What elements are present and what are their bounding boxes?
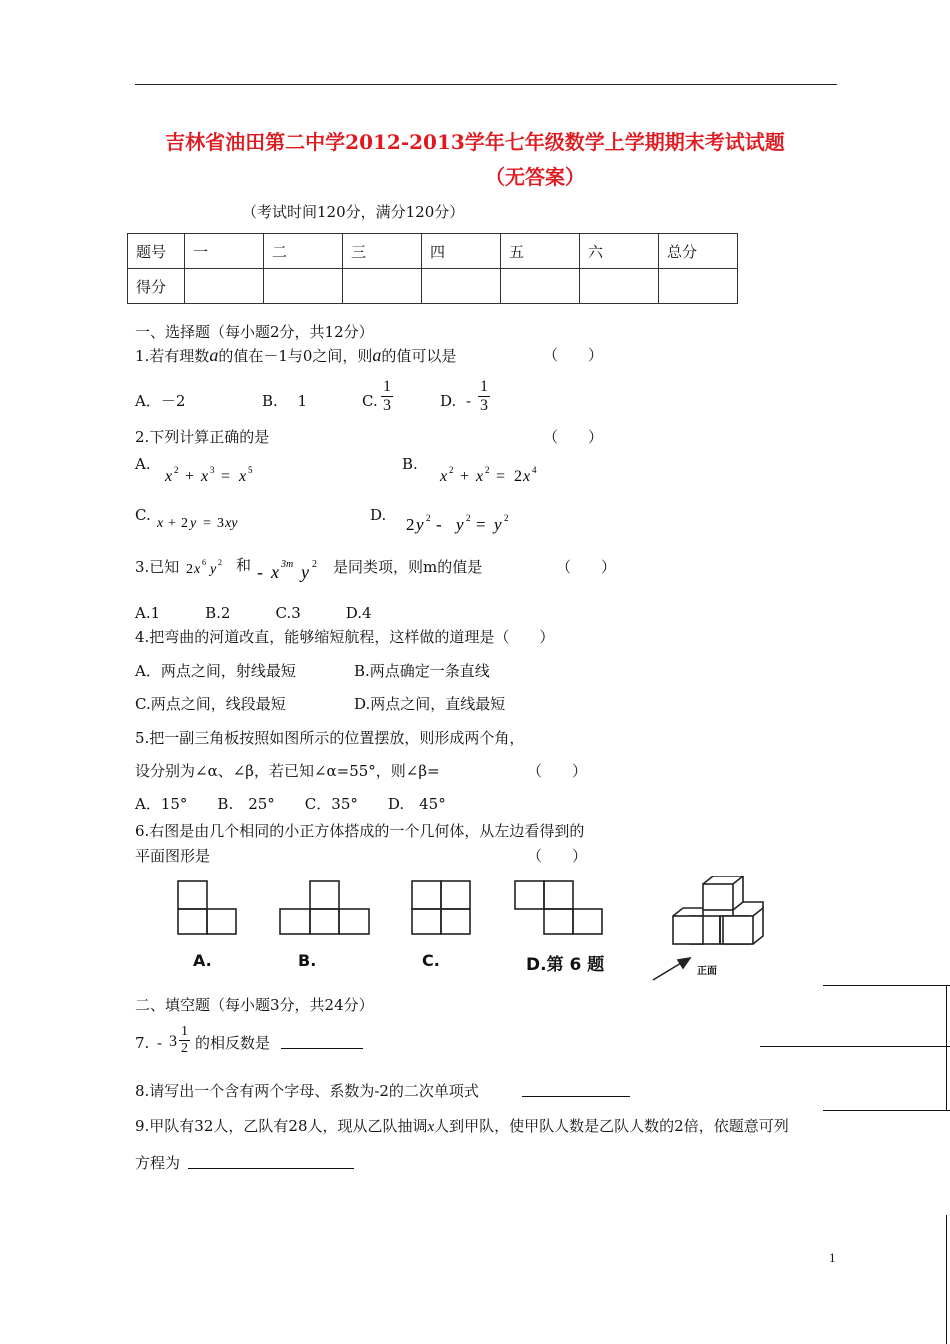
svg-text:x: x — [157, 516, 164, 531]
section1-heading: 一、选择题（每小题2分，共12分） — [135, 323, 374, 341]
q6-stem-line2: 平面图形是 — [135, 847, 211, 865]
formula-image — [255, 556, 327, 586]
q7-fraction — [179, 1024, 190, 1057]
svg-text:3: 3 — [210, 465, 215, 475]
svg-text:-: - — [436, 515, 442, 534]
q5-paren: （ ） — [527, 762, 588, 780]
svg-text:3m: 3m — [281, 559, 294, 570]
q1-text-pre: 1.若有理数 — [135, 347, 210, 365]
q2-option-a-label: A. — [135, 455, 151, 473]
q2-option-b-label: B. — [402, 455, 418, 473]
svg-text:-: - — [257, 562, 263, 582]
svg-text:=: = — [221, 468, 231, 485]
svg-text:2: 2 — [312, 559, 317, 570]
q6-label-c: C. — [422, 951, 440, 970]
figure-c-square — [412, 909, 441, 934]
score-header-cell: 一 — [185, 234, 264, 269]
q6-label-b: B. — [298, 951, 317, 970]
q6-label-d: D.第 6 题 — [526, 955, 605, 975]
score-row-label: 得分 — [128, 269, 185, 304]
q4-option-d: D.两点之间，直线最短 — [354, 695, 506, 713]
score-cell[interactable] — [264, 269, 343, 304]
q4-stem: 4.把弯曲的河道改直，能够缩短航程，这样做的道理是（ ） — [135, 628, 555, 646]
q6-stem-line1: 6.右图是由几个相同的小正方体搭成的一个几何体，从左边看得到的 — [135, 822, 585, 840]
fraction-numerator: 1 — [480, 378, 488, 395]
score-header-cell: 三 — [343, 234, 422, 269]
score-table-score-row — [128, 269, 738, 304]
q7-text: 的相反数是 — [195, 1034, 271, 1052]
q1-option-d-sign: - — [466, 392, 472, 410]
q7-number: 7. — [135, 1034, 150, 1052]
q6-label-a: A. — [193, 951, 212, 970]
margin-vertical-rule — [946, 1215, 947, 1344]
score-header-cell: 五 — [501, 234, 580, 269]
q9-text-pre: 9.甲队有32人，乙队有28人，现从乙队抽调 — [135, 1117, 428, 1135]
page-title: 吉林省油田第二中学2012-2013学年七年级数学上学期期末考试试题 — [165, 130, 785, 154]
figure-d-square — [573, 909, 602, 934]
q9-text-post: 人到甲队，使甲队人数是乙队人数的2倍，依题意可列 — [434, 1117, 789, 1135]
q3-term-1 — [184, 556, 242, 584]
score-header-cell: 四 — [422, 234, 501, 269]
q3-paren: （ ） — [556, 558, 617, 576]
q6-paren: （ ） — [527, 847, 588, 865]
svg-text:x: x — [271, 562, 279, 582]
svg-text:+: + — [168, 516, 176, 531]
q6-front-label: 正面 — [697, 966, 717, 977]
svg-text:x: x — [165, 468, 173, 485]
svg-text:=: = — [203, 516, 211, 531]
formula-image — [404, 509, 524, 537]
svg-text:y: y — [494, 515, 502, 534]
svg-text:x: x — [239, 468, 247, 485]
figure-b-square — [310, 881, 339, 909]
q1-option-c-label: C. — [362, 392, 378, 410]
svg-text:2: 2 — [449, 465, 454, 475]
q3-text-and: 和 — [236, 556, 252, 574]
svg-text:xy: xy — [225, 516, 238, 531]
figure-a-square — [178, 909, 207, 934]
q8-text: 8.请写出一个含有两个字母、系数为-2的二次单项式 — [135, 1082, 479, 1100]
svg-text:x: x — [440, 468, 448, 485]
svg-text:2: 2 — [514, 468, 522, 485]
q1-option-c-fraction — [381, 378, 393, 415]
q8-answer-blank[interactable] — [522, 1082, 630, 1097]
score-header-cell: 题号 — [128, 234, 185, 269]
svg-text:x: x — [194, 562, 201, 577]
margin-rule — [760, 1046, 950, 1047]
svg-text:2: 2 — [218, 558, 222, 567]
q3-text-pre: 3.已知 — [135, 558, 180, 576]
score-cell[interactable] — [185, 269, 264, 304]
score-cell[interactable] — [343, 269, 422, 304]
q1-paren: （ ） — [543, 346, 604, 364]
figure-c-square — [441, 881, 470, 909]
figure-b-square — [339, 909, 369, 934]
score-table — [127, 233, 738, 304]
q1-var-a2: a — [372, 345, 382, 365]
svg-text:x: x — [476, 468, 484, 485]
svg-text:2: 2 — [485, 465, 490, 475]
q5-stem-line1: 5.把一副三角板按照如图所示的位置摆放，则形成两个角， — [135, 729, 525, 747]
q2-option-d-formula — [404, 509, 524, 541]
svg-text:y: y — [301, 562, 309, 582]
front-arrow-head — [678, 958, 690, 968]
svg-text:y: y — [190, 516, 197, 531]
q7-sign: - — [157, 1034, 163, 1052]
q9-answer-blank[interactable] — [188, 1154, 354, 1169]
figure-a-square — [207, 909, 236, 934]
q9-stem-line1 — [135, 1117, 789, 1136]
svg-text:2: 2 — [186, 562, 193, 577]
q4-option-b: B.两点确定一条直线 — [354, 662, 490, 680]
svg-text:2: 2 — [504, 513, 509, 523]
q2-paren: （ ） — [543, 428, 604, 446]
score-cell[interactable] — [501, 269, 580, 304]
exam-info: （考试时间120分，满分120分） — [242, 203, 465, 221]
q7-whole: 3 — [169, 1033, 177, 1050]
q2-option-c-label: C. — [135, 506, 151, 524]
q1-option-d-fraction — [478, 378, 490, 415]
formula-image — [184, 556, 242, 580]
q3-term-2 — [255, 556, 327, 590]
svg-text:y: y — [210, 562, 217, 577]
svg-text:6: 6 — [202, 558, 206, 567]
figure-b-square — [310, 909, 339, 934]
svg-text:2: 2 — [466, 513, 471, 523]
q9-var-x: x — [427, 1119, 435, 1135]
svg-text:3: 3 — [217, 516, 224, 531]
q2-stem: 2.下列计算正确的是 — [135, 428, 270, 446]
score-header-cell: 总分 — [659, 234, 738, 269]
section2-heading: 二、填空题（每小题3分，共24分） — [135, 996, 374, 1014]
formula-image — [155, 510, 265, 534]
figure-d-square — [515, 881, 544, 909]
q1-option-a: A．－2 — [135, 392, 186, 410]
q2-option-a-formula — [163, 462, 273, 492]
fraction-numerator: 1 — [181, 1024, 188, 1039]
svg-text:2: 2 — [406, 515, 415, 534]
svg-text:y: y — [456, 515, 464, 534]
q1-text-post: 的值可以是 — [381, 347, 457, 365]
fraction-numerator: 1 — [383, 378, 391, 395]
figure-c-square — [412, 881, 441, 909]
margin-rule — [823, 985, 950, 986]
top-rule — [135, 84, 837, 85]
score-cell[interactable] — [580, 269, 659, 304]
q3-options: A.1 B.2 C.3 D.4 — [135, 604, 372, 622]
svg-text:=: = — [496, 468, 506, 485]
figure-b-square — [280, 909, 310, 934]
q1-text-mid: 的值在－1与0之间，则 — [218, 347, 373, 365]
q4-option-a: A．两点之间，射线最短 — [135, 662, 296, 680]
q5-options: A．15° B. 25° C．35° D. 45° — [135, 795, 446, 813]
q2-option-d-label: D. — [370, 506, 387, 524]
score-cell[interactable] — [422, 269, 501, 304]
figure-d-square — [544, 909, 573, 934]
svg-text:2: 2 — [426, 513, 431, 523]
fraction-denominator: 2 — [181, 1041, 188, 1056]
score-table-header-row — [128, 234, 738, 269]
page-number: 1 — [829, 1250, 836, 1265]
svg-text:4: 4 — [532, 465, 537, 475]
figure-d-square — [544, 881, 573, 909]
q1-option-d-label: D. — [440, 392, 457, 410]
svg-text:x: x — [201, 468, 209, 485]
q1-option-b: B. 1 — [262, 392, 308, 410]
score-header-cell: 二 — [264, 234, 343, 269]
q4-option-c: C.两点之间，线段最短 — [135, 695, 286, 713]
fraction-denominator: 3 — [480, 397, 488, 414]
fraction-denominator: 3 — [383, 397, 391, 414]
q2-option-b-formula — [438, 462, 558, 492]
q1-var-a: a — [209, 345, 219, 365]
q9-stem-line2: 方程为 — [135, 1154, 181, 1172]
formula-image — [163, 462, 273, 488]
svg-text:+: + — [460, 468, 470, 485]
page-subtitle: （无答案） — [485, 165, 585, 189]
svg-text:2: 2 — [181, 516, 188, 531]
formula-image — [438, 462, 558, 488]
svg-text:+: + — [185, 468, 195, 485]
figure-a-square — [178, 881, 207, 909]
isometric-cubes-drawing — [673, 876, 763, 944]
margin-rule — [823, 1110, 950, 1111]
svg-text:x: x — [523, 468, 531, 485]
q1-stem — [135, 346, 456, 365]
svg-text:5: 5 — [248, 465, 253, 475]
score-header-cell: 六 — [580, 234, 659, 269]
q3-text-post: 是同类项，则m的值是 — [333, 558, 483, 576]
q5-stem-line2: 设分别为∠α、∠β，若已知∠α=55°，则∠β= — [135, 762, 440, 780]
margin-vertical-rule — [946, 985, 947, 1110]
svg-text:y: y — [416, 515, 424, 534]
svg-text:2: 2 — [174, 465, 179, 475]
figure-c-square — [441, 909, 470, 934]
score-cell[interactable] — [659, 269, 738, 304]
q2-option-c-formula — [155, 510, 265, 538]
svg-text:=: = — [476, 515, 486, 534]
q7-answer-blank[interactable] — [281, 1034, 363, 1049]
